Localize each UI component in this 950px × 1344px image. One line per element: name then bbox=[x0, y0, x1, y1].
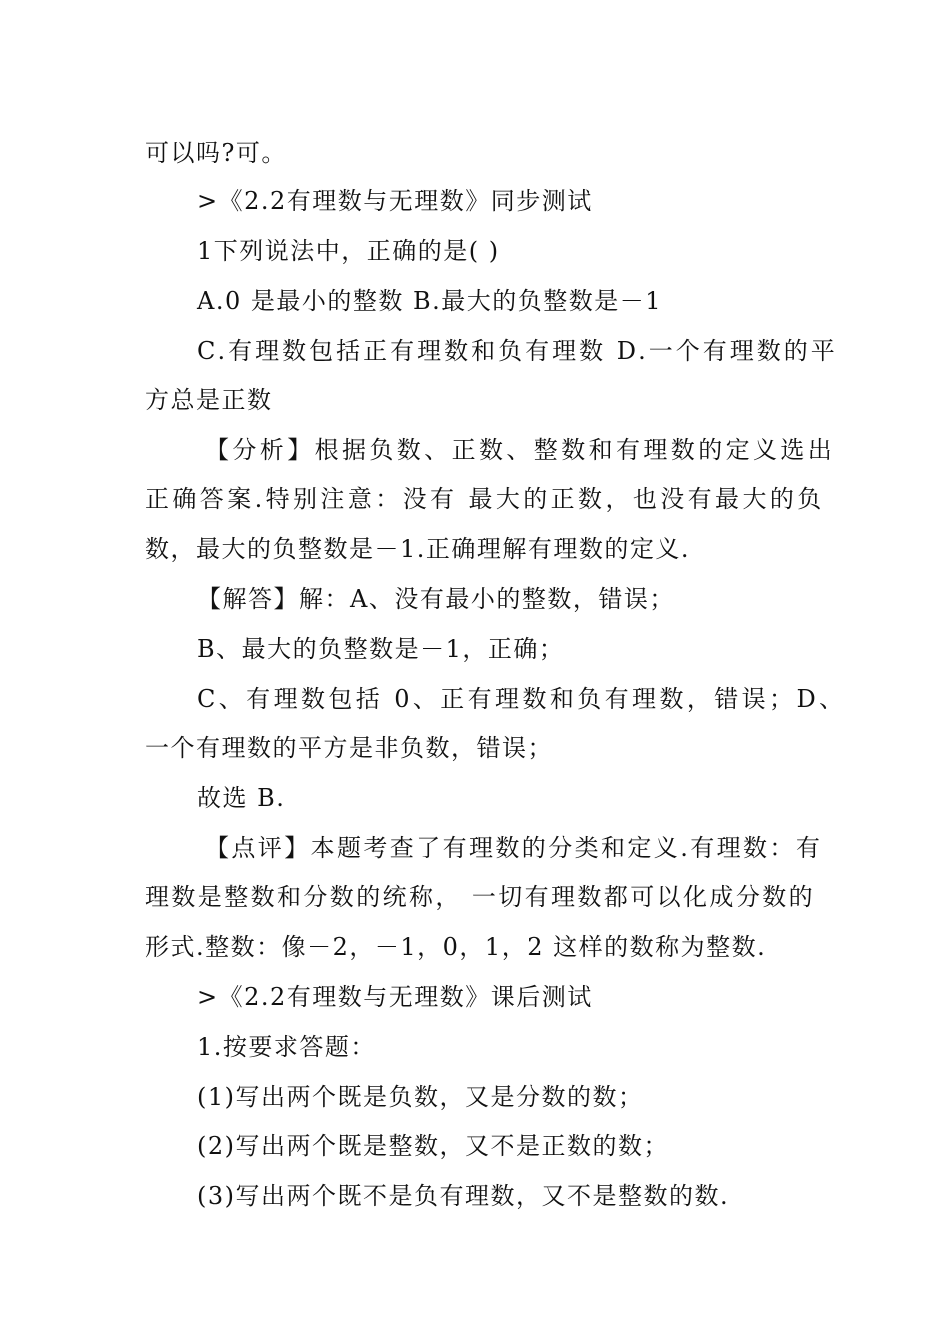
question-1-options-ab: A.0 是最小的整数 B.最大的负整数是－1 bbox=[197, 287, 663, 315]
question-1-options-cd: C.有理数包括正有理数和负有理数 D.一个有理数的平 bbox=[197, 337, 838, 365]
question-2-part-2: (2)写出两个既是整数，又不是正数的数； bbox=[197, 1132, 669, 1160]
question-2-part-1: (1)写出两个既是负数，又是分数的数； bbox=[197, 1083, 644, 1111]
analysis-paragraph-cont-2: 数，最大的负整数是－1.正确理解有理数的定义. bbox=[145, 535, 691, 563]
section-heading-after-class-test: >《2.2有理数与无理数》课后测试 bbox=[197, 983, 593, 1011]
answer-choice: 故选 B. bbox=[197, 784, 286, 812]
question-2-stem: 1.按要求答题： bbox=[197, 1033, 376, 1061]
answer-option-d: 一个有理数的平方是非负数，错误； bbox=[145, 734, 553, 762]
comment-paragraph-cont-2: 形式.整数：像－2，－1，0，1，2 这样的数称为整数. bbox=[145, 933, 767, 961]
analysis-paragraph: 【分析】根据负数、正数、整数和有理数的定义选出 bbox=[205, 436, 836, 464]
section-heading-sync-test: >《2.2有理数与无理数》同步测试 bbox=[197, 187, 593, 215]
answer-paragraph: 【解答】解：A、没有最小的整数，错误； bbox=[197, 585, 675, 613]
comment-paragraph: 【点评】本题考查了有理数的分类和定义.有理数：有 bbox=[205, 834, 823, 862]
text-line-1: 可以吗?可。 bbox=[145, 139, 287, 167]
question-1-stem: 1下列说法中，正确的是( ) bbox=[197, 237, 500, 265]
question-1-options-cd-cont: 方总是正数 bbox=[145, 386, 273, 414]
answer-option-b: B、最大的负整数是－1，正确； bbox=[197, 635, 565, 663]
analysis-paragraph-cont-1: 正确答案.特别注意：没有 最大的正数，也没有最大的负 bbox=[145, 485, 825, 513]
comment-paragraph-cont-1: 理数是整数和分数的统称， 一切有理数都可以化成分数的 bbox=[145, 883, 816, 911]
question-2-part-3: (3)写出两个既不是负有理数，又不是整数的数. bbox=[197, 1182, 730, 1210]
answer-option-c: C、有理数包括 0、正有理数和负有理数，错误；D、 bbox=[197, 685, 847, 713]
